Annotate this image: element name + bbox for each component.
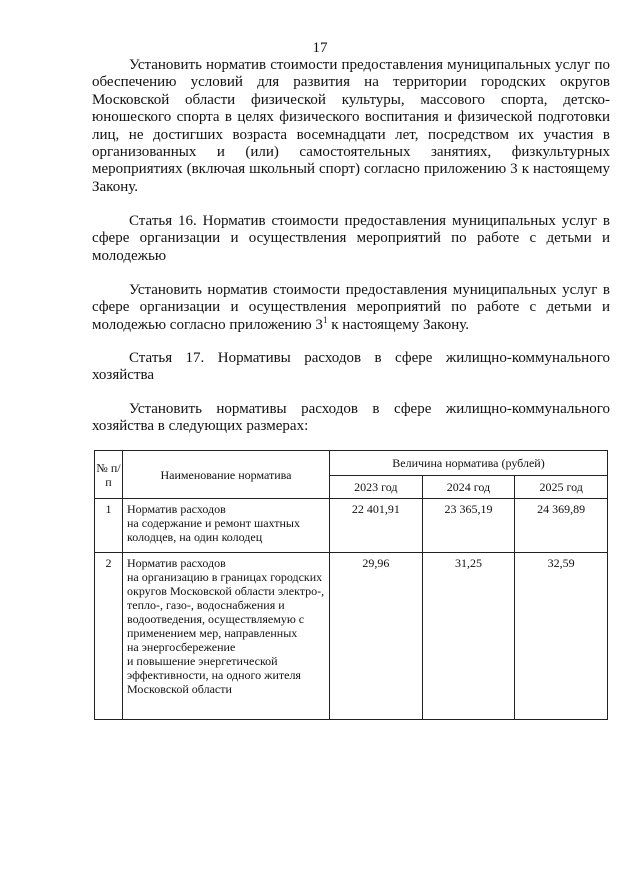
row-value-2024: 23 365,19 [422,499,515,553]
table-header-row [95,451,608,476]
row-number: 1 [95,499,123,553]
row-value-2025: 32,59 [515,553,608,720]
paragraph-youth-norm [92,282,610,334]
paragraph-housing-norms: Установить нормативы расходов в сфере жилищно-коммунального хозяйства в следующих размерах: [92,401,610,435]
row-value-2025: 24 369,89 [515,499,608,553]
table-row [95,499,608,553]
row-value-2023: 29,96 [330,553,423,720]
paragraph-youth-text: Установить норматив стоимости предоставления муниципальных услуг в сфере организации и осуществления мероприятий по работе с детьми и молодежью согласно приложению 3 [92,282,610,333]
row-value-2024: 31,25 [422,553,515,720]
row-name: Норматив расходов на организацию в границах городских округов Московской области электро-, тепло-, газо-, водоснабжения и водоотведения, осуществляемую с применением мер, направленных на энергосбережение и повышение энергетической эффективности, на одного жителя Московской области [123,553,330,720]
article-16-heading: Статья 16. Норматив стоимости предоставления муниципальных услуг в сфере организации и осуществления мероприятий по работе с детьми и молодежью [92,213,610,264]
header-name: Наименование норматива [123,451,330,499]
norms-table [94,450,608,720]
header-year-2023: 2023 год [330,476,423,499]
header-value-group: Величина норматива (рублей) [330,451,608,476]
page-number: 17 [312,40,328,56]
table-row [95,553,608,720]
header-number: № п/п [95,451,123,499]
row-value-2023: 22 401,91 [330,499,423,553]
article-17-heading: Статья 17. Нормативы расходов в сфере жилищно-коммунального хозяйства [92,350,610,384]
row-name: Норматив расходов на содержание и ремонт шахтных колодцев, на один колодец [123,499,330,553]
paragraph-sport-norm: Установить норматив стоимости предоставления муниципальных услуг по обеспечению условий для развития на территории городских округов Московской области физической культуры, массового спорта, детско-юношеского спорта в целях физического воспитания и физической подготовки лиц, не достигших возраста восемнадцати лет, посредством их участия в организованных и (или) самостоятельных занятиях, физкультурных мероприятиях (включая школьный спорт) согласно приложению 3 к настоящему Закону. [92,57,610,195]
paragraph-youth-tail: к настоящему Закону. [327,316,469,333]
superscript-one: 1 [322,314,328,325]
header-year-2024: 2024 год [422,476,515,499]
row-number: 2 [95,553,123,720]
header-year-2025: 2025 год [515,476,608,499]
